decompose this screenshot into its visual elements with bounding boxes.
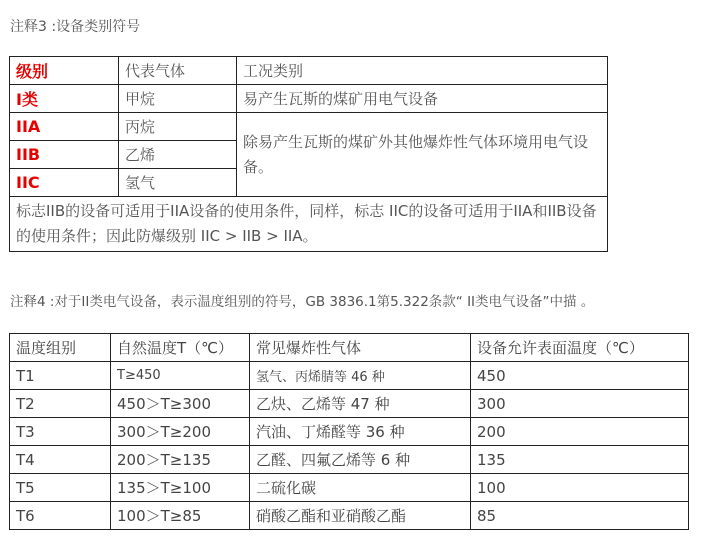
table-row [10, 474, 689, 502]
header-gas: 常见爆炸性气体 [250, 334, 471, 362]
note-4-heading: 注释4 :对于II类电气设备，表示温度组别的符号，GB 3836.1第5.322条款“ II类电气设备”中描 。 [10, 294, 595, 310]
table-row [10, 362, 689, 390]
gas-cell: 丙烷 [119, 113, 237, 141]
group-cell: T5 [10, 474, 111, 502]
gas-cell: 二硫化碳 [250, 474, 471, 502]
header-group: 温度组别 [10, 334, 111, 362]
header-level: 级别 [10, 57, 119, 85]
table-row [10, 85, 608, 113]
gas-cell: 乙烯 [119, 141, 237, 169]
header-condition: 工况类别 [237, 57, 608, 85]
note-3-heading: 注释3 :设备类别符号 [10, 19, 141, 35]
header-surface-temp: 设备允许表面温度（℃） [471, 334, 689, 362]
temp-cell: 135＞T≥100 [111, 474, 250, 502]
temp-cell: 450＞T≥300 [111, 390, 250, 418]
table-footer-row [10, 197, 608, 252]
group-cell: T4 [10, 446, 111, 474]
equipment-class-table [9, 56, 608, 252]
gas-cell: 氢气、丙烯腈等 46 种 [250, 362, 471, 390]
table-row [10, 418, 689, 446]
gas-cell: 甲烷 [119, 85, 237, 113]
temperature-group-table [9, 333, 689, 530]
group-cell: T1 [10, 362, 111, 390]
surface-cell: 450 [471, 362, 689, 390]
table-row [10, 502, 689, 530]
table-row [10, 390, 689, 418]
temp-cell: 200＞T≥135 [111, 446, 250, 474]
gas-cell: 汽油、丁烯醛等 36 种 [250, 418, 471, 446]
group-cell: T3 [10, 418, 111, 446]
surface-cell: 100 [471, 474, 689, 502]
surface-cell: 135 [471, 446, 689, 474]
gas-cell: 乙醛、四氟乙烯等 6 种 [250, 446, 471, 474]
footer-note-cell: 标志IIB的设备可适用于IIA设备的使用条件，同样，标志 IIC的设备可适用于IIA和IIB设备的使用条件；因此防爆级别 IIC > IIB > IIA。 [10, 197, 608, 252]
gas-cell: 乙炔、乙烯等 47 种 [250, 390, 471, 418]
surface-cell: 85 [471, 502, 689, 530]
level-cell: IIA [10, 113, 119, 141]
group-cell: T2 [10, 390, 111, 418]
group-cell: T6 [10, 502, 111, 530]
header-gas: 代表气体 [119, 57, 237, 85]
gas-cell: 硝酸乙酯和亚硝酸乙酯 [250, 502, 471, 530]
table-header-row [10, 57, 608, 85]
level-cell: I类 [10, 85, 119, 113]
condition-cell: 易产生瓦斯的煤矿用电气设备 [237, 85, 608, 113]
gas-cell: 氢气 [119, 169, 237, 197]
level-cell: IIB [10, 141, 119, 169]
temp-cell: 300＞T≥200 [111, 418, 250, 446]
surface-cell: 300 [471, 390, 689, 418]
temp-cell: 100＞T≥85 [111, 502, 250, 530]
level-cell: IIC [10, 169, 119, 197]
table-row [10, 446, 689, 474]
temp-cell: T≥450 [111, 362, 250, 390]
table-row [10, 113, 608, 141]
table-header-row [10, 334, 689, 362]
header-natural-temp: 自然温度T（℃） [111, 334, 250, 362]
surface-cell: 200 [471, 418, 689, 446]
merged-condition-cell: 除易产生瓦斯的煤矿外其他爆炸性气体环境用电气设备。 [237, 113, 608, 197]
